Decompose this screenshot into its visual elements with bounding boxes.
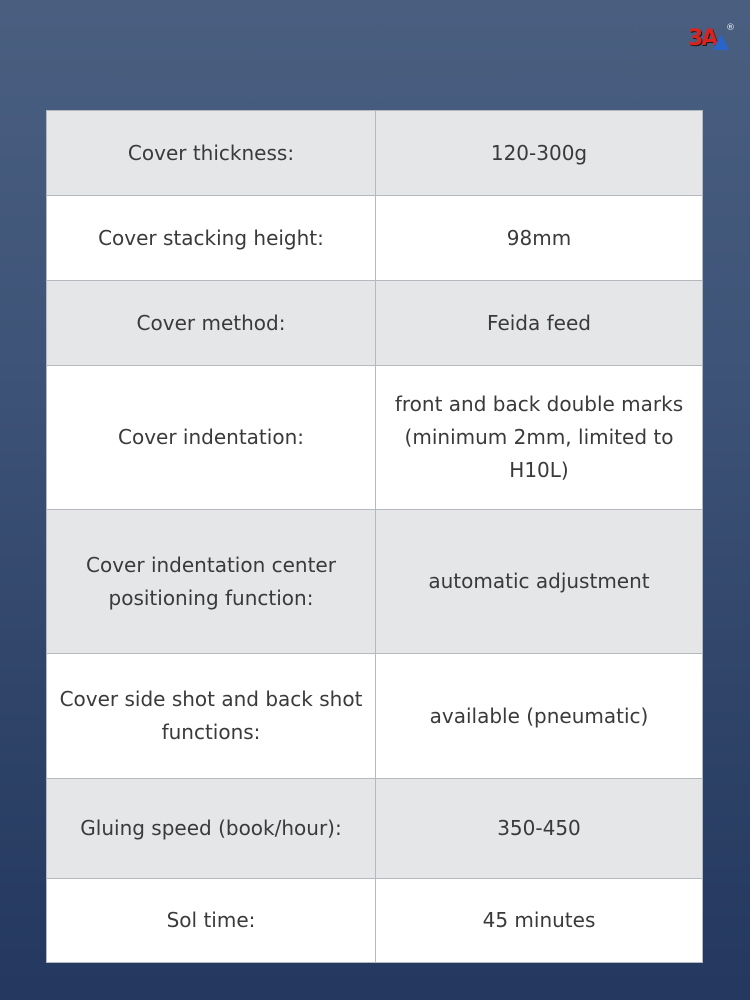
spec-label: Sol time:: [47, 879, 376, 963]
spec-value: 98mm: [376, 196, 703, 281]
table-row: [47, 366, 703, 510]
registered-mark: ®: [726, 23, 735, 33]
table-row: [47, 879, 703, 963]
spec-label: Cover indentation center positioning function:: [47, 510, 376, 654]
spec-value: available (pneumatic): [376, 654, 703, 779]
spec-label: Cover side shot and back shot functions:: [47, 654, 376, 779]
spec-value: 350-450: [376, 779, 703, 879]
spec-label: Cover stacking height:: [47, 196, 376, 281]
spec-label: Cover thickness:: [47, 111, 376, 196]
brand-logo-text: 3A: [688, 26, 717, 51]
triangle-icon: [713, 34, 729, 50]
spec-label: Gluing speed (book/hour):: [47, 779, 376, 879]
table-row: [47, 654, 703, 779]
table-row: [47, 281, 703, 366]
spec-table: [46, 110, 703, 963]
spec-label: Cover indentation:: [47, 366, 376, 510]
table-row: [47, 111, 703, 196]
spec-value: automatic adjustment: [376, 510, 703, 654]
spec-label: Cover method:: [47, 281, 376, 366]
table-row: [47, 196, 703, 281]
spec-value: front and back double marks (minimum 2mm, limited to H10L): [376, 366, 703, 510]
spec-value: Feida feed: [376, 281, 703, 366]
spec-value: 45 minutes: [376, 879, 703, 963]
table-row: [47, 510, 703, 654]
spec-value: 120-300g: [376, 111, 703, 196]
brand-logo: [688, 24, 738, 58]
table-row: [47, 779, 703, 879]
